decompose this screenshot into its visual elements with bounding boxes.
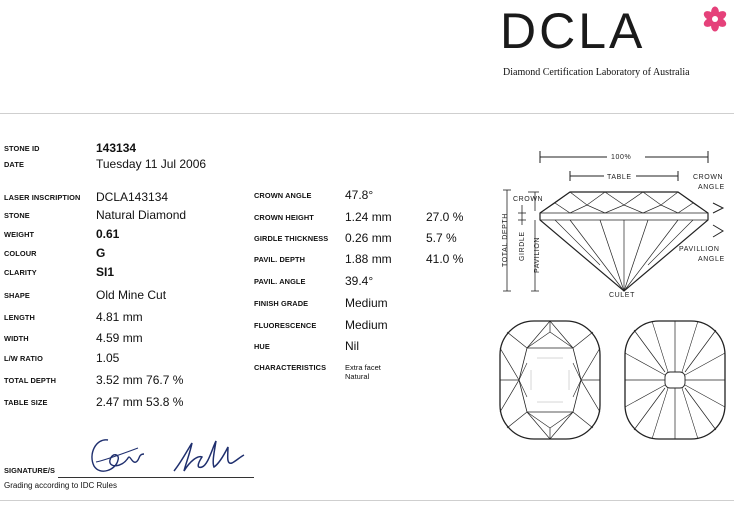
pavillion-angle-label-2: ANGLE xyxy=(698,256,725,263)
laser-inscription-value: DCLA143134 xyxy=(96,190,169,204)
shape-value: Old Mine Cut xyxy=(96,288,167,302)
crown-angle-label: CROWN ANGLE xyxy=(254,191,312,200)
clarity-value: SI1 xyxy=(96,265,115,279)
pavil-depth-label: PAVIL. DEPTH xyxy=(254,255,306,264)
pavil-depth-percent: 41.0 % xyxy=(426,252,464,266)
pct100-label: 100% xyxy=(611,154,632,161)
clarity-label: CLARITY xyxy=(4,268,37,277)
signature-scribble-1 xyxy=(86,432,150,478)
characteristics-label: CHARACTERISTICS xyxy=(254,363,327,372)
girdle-thickness-value: 0.26 mm xyxy=(345,231,392,245)
table-label: TABLE xyxy=(607,174,632,181)
footer-divider xyxy=(0,500,734,501)
finish-grade-value: Medium xyxy=(345,296,388,310)
flower-logo-icon xyxy=(702,6,728,32)
characteristics-extra: Natural xyxy=(345,372,370,381)
length-label: LENGTH xyxy=(4,313,35,322)
colour-value: G xyxy=(96,246,106,260)
crown-view-diagram xyxy=(497,318,603,442)
stone-value: Natural Diamond xyxy=(96,208,187,222)
crown-label: CROWN xyxy=(513,196,544,203)
fluorescence-label: FLUORESCENCE xyxy=(254,321,317,330)
hue-value: Nil xyxy=(345,339,359,353)
crown-angle-label-2: ANGLE xyxy=(698,184,725,191)
brand-logo-text: DCLA xyxy=(500,3,646,59)
stone-id-label: STONE ID xyxy=(4,144,40,153)
shape-label: SHAPE xyxy=(4,291,30,300)
table-size-value: 2.47 mm 53.8 % xyxy=(96,395,184,409)
characteristics-value: Extra facet xyxy=(345,363,381,372)
signature-line xyxy=(58,477,254,478)
weight-value: 0.61 xyxy=(96,227,120,241)
flower-center xyxy=(712,16,718,22)
crown-height-percent: 27.0 % xyxy=(426,210,464,224)
crown-angle-label-1: CROWN xyxy=(693,174,724,181)
total-depth-label: TOTAL DEPTH xyxy=(4,376,57,385)
culet-label: CULET xyxy=(609,292,635,299)
grading-note: Grading according to IDC Rules xyxy=(4,481,117,490)
pavil-angle-value: 39.4° xyxy=(345,274,374,288)
header-divider xyxy=(0,113,734,114)
crown-height-label: CROWN HEIGHT xyxy=(254,213,314,222)
date-label: DATE xyxy=(4,160,24,169)
l-w-ratio-label: L/W RATIO xyxy=(4,354,43,363)
finish-grade-label: FINISH GRADE xyxy=(254,299,309,308)
stone-id-value: 143134 xyxy=(96,141,137,155)
width-value: 4.59 mm xyxy=(96,331,143,345)
brand-tagline: Diamond Certification Laboratory of Australia xyxy=(503,67,690,78)
width-label: WIDTH xyxy=(4,334,29,343)
pavil-depth-value: 1.88 mm xyxy=(345,252,392,266)
hue-label: HUE xyxy=(254,342,270,351)
girdle-thickness-label: GIRDLE THICKNESS xyxy=(254,234,329,243)
signature-scribble-2 xyxy=(168,437,248,475)
weight-label: WEIGHT xyxy=(4,230,35,239)
fluorescence-value: Medium xyxy=(345,318,388,332)
pavilion-label: PAVILION xyxy=(534,236,541,273)
stone-label: STONE xyxy=(4,211,30,220)
pavil-angle-label: PAVIL. ANGLE xyxy=(254,277,306,286)
colour-label: COLOUR xyxy=(4,249,37,258)
laser-inscription-label: LASER INSCRIPTION xyxy=(4,193,81,202)
crown-height-value: 1.24 mm xyxy=(345,210,392,224)
length-value: 4.81 mm xyxy=(96,310,143,324)
signature-label: SIGNATURE/S xyxy=(4,466,56,475)
profile-diagram xyxy=(495,145,731,300)
l-w-ratio-value: 1.05 xyxy=(96,351,120,365)
girdle-label: GIRDLE xyxy=(519,231,526,261)
crown-angle-value: 47.8° xyxy=(345,188,374,202)
date-value: Tuesday 11 Jul 2006 xyxy=(96,157,207,171)
total-depth-label: TOTAL DEPTH xyxy=(502,213,509,267)
girdle-thickness-percent: 5.7 % xyxy=(426,231,457,245)
total-depth-value: 3.52 mm 76.7 % xyxy=(96,373,184,387)
pavilion-view-diagram xyxy=(622,318,728,442)
pavillion-angle-label-1: PAVILLION xyxy=(679,246,720,253)
table-size-label: TABLE SIZE xyxy=(4,398,48,407)
